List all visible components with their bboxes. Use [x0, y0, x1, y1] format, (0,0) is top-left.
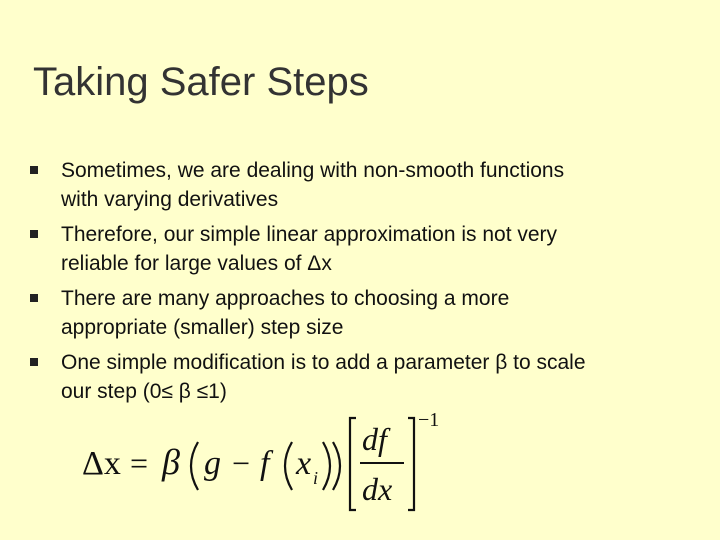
square-bullet-icon — [30, 166, 38, 174]
formula-df: df — [362, 421, 387, 457]
formula-beta: β — [162, 442, 180, 482]
formula-open-paren — [191, 442, 198, 490]
square-bullet-icon — [30, 294, 38, 302]
formula-x: x — [296, 445, 312, 482]
formula-subscript-i: i — [313, 468, 319, 488]
formula-g: g — [204, 445, 221, 482]
slide-title: Taking Safer Steps — [33, 60, 369, 104]
bullet-text-line-2: reliable for large values of Δx — [61, 252, 332, 275]
formula-f: f — [260, 445, 270, 482]
formula-inner-open-paren — [285, 442, 292, 490]
bullet-text-line-1: Therefore, our simple linear approximation is not very — [61, 223, 558, 246]
square-bullet-icon — [30, 358, 38, 366]
bullet-text-line-1: One simple modification is to add a parameter β to scale — [61, 351, 586, 374]
bullet-text-line-1: Sometimes, we are dealing with non-smooth functions — [61, 159, 565, 182]
bullet-item — [28, 220, 688, 278]
bullet-text-line-2: with varying derivatives — [61, 188, 279, 211]
formula-close-paren — [333, 442, 340, 490]
formula-dx: dx — [362, 471, 393, 507]
formula-minus: − — [232, 445, 251, 481]
formula-big-open-paren — [350, 418, 356, 510]
bullet-item — [28, 284, 688, 342]
step-formula — [80, 410, 460, 520]
formula-exponent: −1 — [418, 410, 440, 431]
formula-inner-close-paren — [323, 442, 330, 490]
formula-equals: = — [130, 445, 149, 481]
bullet-item — [28, 348, 688, 406]
formula-delta-x: Δx — [82, 445, 121, 482]
bullet-list — [28, 156, 688, 412]
square-bullet-icon — [30, 230, 38, 238]
bullet-text-line-2: our step (0≤ β ≤1) — [61, 380, 227, 403]
bullet-text-line-2: appropriate (smaller) step size — [61, 316, 344, 339]
bullet-item — [28, 156, 688, 214]
formula-big-close-paren — [408, 418, 414, 510]
bullet-text-line-1: There are many approaches to choosing a more — [61, 287, 510, 310]
